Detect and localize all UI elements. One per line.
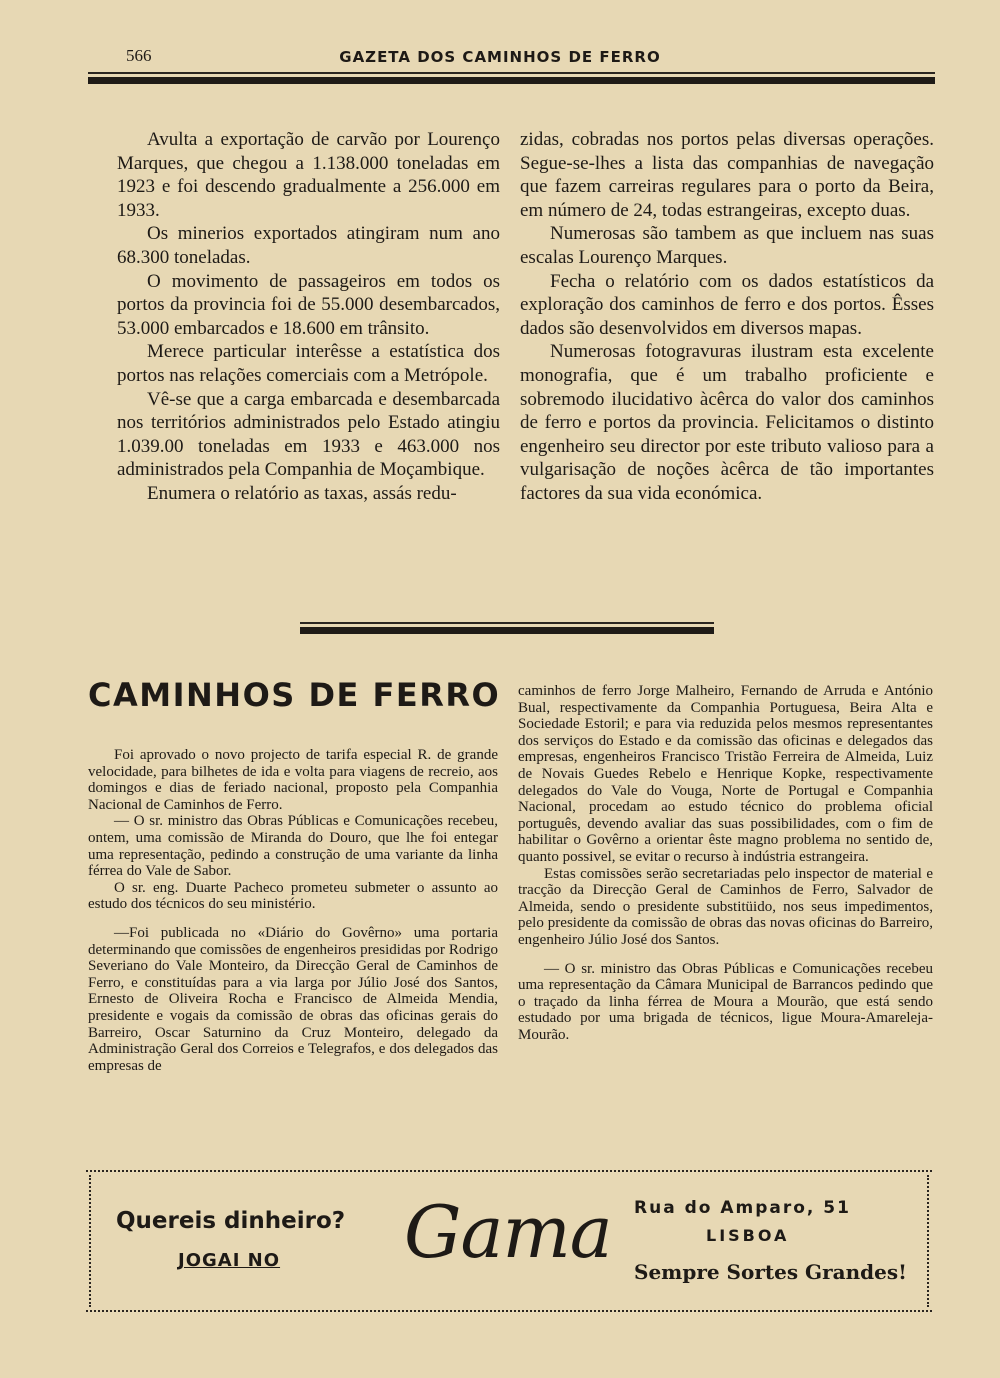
paragraph: Foi aprovado o novo projecto de tarifa especial R. de grande velocidade, para bilhetes de ida e volta para viagens de recreio, aos domingos e dias de feriado nacional, proposto pela Companhia Nacional de Caminhos de Ferro. [88, 747, 498, 813]
article-column-right [520, 128, 934, 506]
article-column-left [117, 128, 500, 506]
gama-logo: Gama [404, 1190, 612, 1274]
paragraph: Merece particular interêsse a estatística dos portos nas relações comerciais com a Metrópole. [117, 341, 500, 386]
paragraph: Numerosas fotogravuras ilustram esta excelente monografia, que é um trabalho proficiente e sobremodo ilucidativo àcêrca do valor dos caminhos de ferro e portos da provincia. Felicitamos o distinto engenheiro seu director por este tributo valioso para a vulgarisação de noções àcêrca de tão importantes factores da sua vida económica. [520, 341, 934, 504]
ad-city: LISBOA [706, 1226, 790, 1245]
masthead-title: GAZETA DOS CAMINHOS DE FERRO [339, 48, 661, 66]
paragraph: Fecha o relatório com os dados estatísticos da exploração dos caminhos de ferro e dos portos. Êsses dados são desenvolvidos em diversos mapas. [520, 270, 934, 339]
paragraph: Numerosas são tambem as que incluem nas suas escalas Lourenço Marques. [520, 223, 934, 268]
section-heading: CAMINHOS DE FERRO [88, 676, 501, 714]
header-rule-thin [88, 72, 935, 74]
page-number: 566 [126, 46, 152, 65]
section-separator-thick [300, 627, 714, 634]
ad-question: Quereis dinheiro? [116, 1208, 346, 1234]
paragraph: —Foi publicada no «Diário do Govêrno» uma portaria determinando que comissões de engenheiros presididas por Rodrigo Severiano do Vale Monteiro, da Direcção Geral de Caminhos de Ferro, e constituídas para a via larga por Júlio José dos Santos, Ernesto de Oliveira Rocha e Francisco de Almeida Mendia, presidente e vogais da comissão de obras das oficinas gerais do Barreiro, Oscar Saturnino da Cruz Monteiro, delegado da Administração Geral dos Correios e Telegrafos, e dos delegados das empresas de [88, 924, 498, 1074]
header-rule-thick [88, 77, 935, 84]
paragraph: — O sr. ministro das Obras Públicas e Comunicações recebeu, ontem, uma comissão de Miranda do Douro, que lhe foi entegar uma representação, pedindo a construção de uma variante da linha férrea do Vale de Sabor. [88, 813, 498, 880]
paragraph: zidas, cobradas nos portos pelas diversas operações. Segue-se-lhes a lista das companhias de navegação que fazem carreiras regulares para o porto da Beira, em número de 24, todas estrangeiras, excepto duas. [520, 129, 934, 221]
ad-slogan: Sempre Sortes Grandes! [634, 1260, 907, 1284]
news-column-right [518, 683, 933, 1043]
paragraph: Os minerios exportados atingiram num ano 68.300 toneladas. [117, 223, 500, 268]
paragraph: Enumera o relatório as taxas, assás redu- [147, 482, 457, 504]
paragraph: Estas comissões serão secretariadas pelo inspector de material e tracção da Direcção Geral de Caminhos de Ferro, Salvador de Almeida, sendo o presidente substitüido, nos seus impedimentos, pelo presidente da comissão de obras das novas oficinas do Barreiro, engenheiro Júlio José dos Santos. [518, 865, 933, 948]
paragraph: — O sr. ministro das Obras Públicas e Comunicações recebeu uma representação da Câmara Municipal de Barrancos pedindo que o traçado da linha férrea de Moura a Mourão, que está sendo estudado por uma brigada de técnicos, ligue Moura-Amareleja-Mourão. [518, 960, 933, 1043]
paragraph: Vê-se que a carga embarcada e desembarcada nos territórios administrados pelo Estado atingiu 1.039.00 toneladas em 1933 e 463.000 nos administrados pela Companhia de Moçambique. [117, 388, 500, 481]
paragraph: O sr. eng. Duarte Pacheco prometeu submeter o assunto ao estudo dos técnicos do seu ministério. [88, 879, 498, 913]
section-separator-thin [300, 622, 714, 624]
lottery-advertisement [86, 1170, 932, 1312]
paragraph: Avulta a exportação de carvão por Lourenço Marques, que chegou a 1.138.000 toneladas em 1923 e foi descendo gradualmente a 256.000 em 1933. [117, 129, 500, 221]
ad-jogai: JOGAI NO [178, 1250, 281, 1271]
news-column-left [88, 747, 498, 1074]
ad-address: Rua do Amparo, 51 [634, 1198, 851, 1218]
paragraph: caminhos de ferro Jorge Malheiro, Fernando de Arruda e António Bual, respectivamente da Companhia Portuguesa, Beira Alta e Sociedade Estoril; e para via reduzida pelos mesmos representantes dos serviços do Estado e da comissão das oficinas e delegados das empresas, engenheiros Francisco Tristão Ferreira de Almeida, Luiz de Novais Guedes Rebelo e Henrique Kopke, respectivamente delegados do Vale do Vouga, Norte de Portugal e Companhia Nacional, procedam ao estudo técnico do problema oficial português, devendo avaliar das suas possibilidades, com o fim de habilitar o Govêrno a orientar êste magno problema no sentido de, quanto possivel, se evitar o recurso à indústria estrangeira. [518, 683, 933, 865]
paragraph: O movimento de passageiros em todos os portos da provincia foi de 55.000 desembarcados, 53.000 embarcados e 18.600 em trânsito. [117, 270, 500, 339]
